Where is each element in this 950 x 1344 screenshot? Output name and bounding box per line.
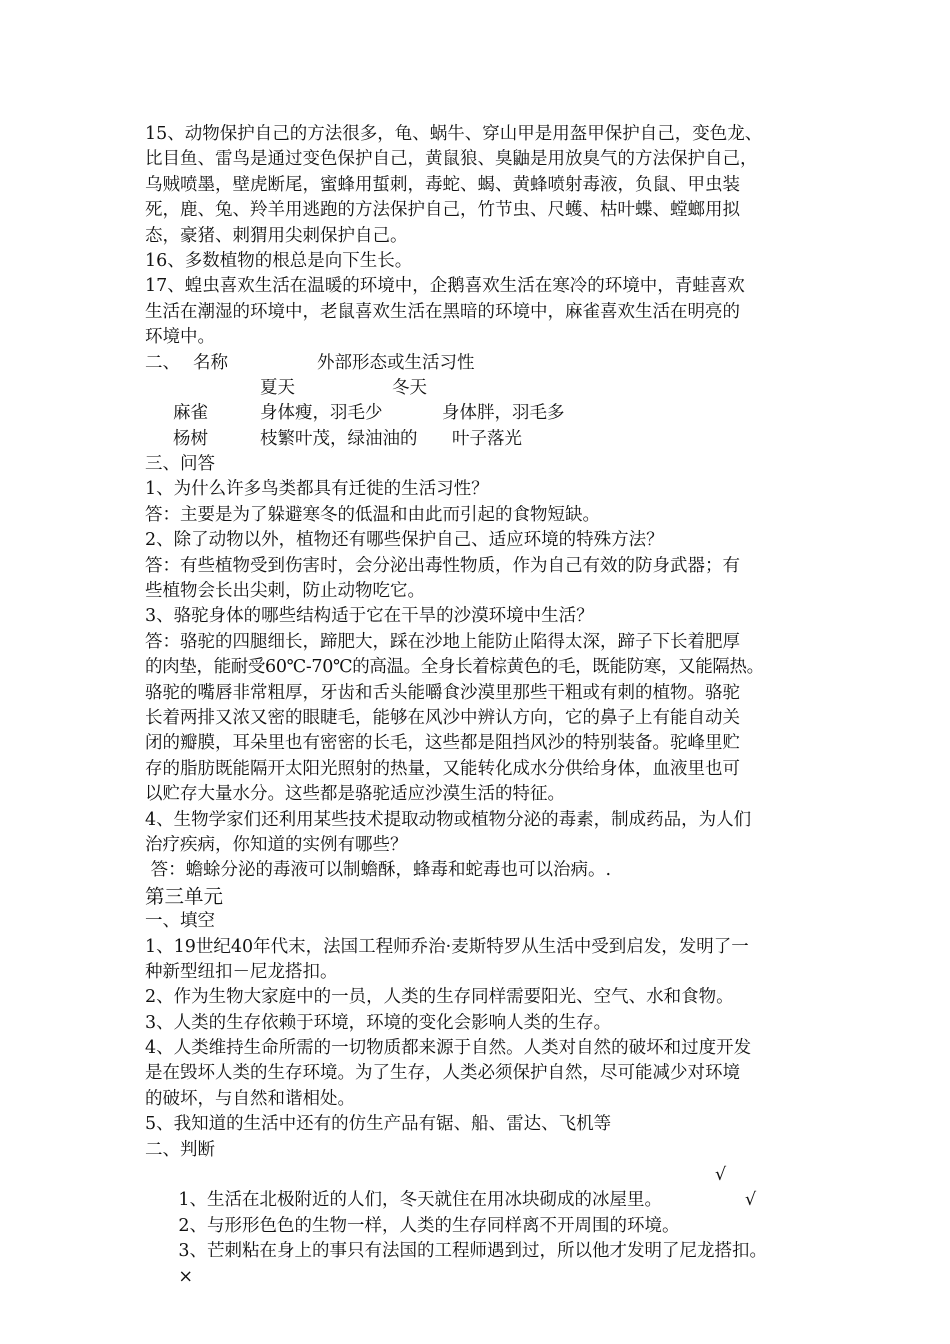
judge-text: 3、芒刺粘在身上的事只有法国的工程师遇到过，所以他才发明了尼龙搭扣。 xyxy=(178,1241,768,1262)
text-line: 生活在潮湿的环境中，老鼠喜欢生活在黑暗的环境中，麻雀喜欢生活在明亮的 xyxy=(145,301,740,322)
text-line: 是在毁坏人类的生存环境。为了生存，人类必须保护自然，尽可能减少对环境 xyxy=(145,1063,740,1084)
section-qa xyxy=(145,452,815,884)
judge-text: 1、生活在北极附近的人们，冬天就住在用冰块砌成的冰屋里。 xyxy=(178,1190,663,1211)
judge-mark: √ xyxy=(745,1190,757,1211)
text-line: 1、19世纪40年代末，法国工程师乔治·麦斯特罗从生活中受到启发，发明了一 xyxy=(145,936,749,957)
text-line: 2、作为生物大家庭中的一员，人类的生存同样需要阳光、空气、水和食物。 xyxy=(145,987,734,1008)
table-header-name: 名称 xyxy=(193,352,228,373)
text-line: 态，豪猪、刺猬用尖刺保护自己。 xyxy=(145,225,408,246)
table-cell-name: 杨树 xyxy=(173,428,208,449)
question-line: 治疗疾病，你知道的实例有哪些？ xyxy=(145,834,408,855)
section-heading: 一、填空 xyxy=(145,911,215,932)
answer-line: 答：蟾蜍分泌的毒液可以制蟾酥，蜂毒和蛇毒也可以治病。. xyxy=(145,860,612,881)
judge-item xyxy=(145,1163,815,1211)
text-line: 种新型纽扣－尼龙搭扣。 xyxy=(145,961,338,982)
answer-line: 答：骆驼的四腿细长，蹄肥大，踩在沙地上能防止陷得太深，蹄子下长着肥厚 xyxy=(145,631,740,652)
answer-line: 答：有些植物受到伤害时，会分泌出毒性物质，作为自己有效的防身武器；有 xyxy=(145,555,740,576)
table-cell-name: 麻雀 xyxy=(173,403,208,424)
text-line: 乌贼喷墨，壁虎断尾，蜜蜂用蜇刺，毒蛇、蝎、黄蜂喷射毒液，负鼠、甲虫装 xyxy=(145,174,740,195)
question-line: 2、除了动物以外，植物还有哪些保护自己、适应环境的特殊方法？ xyxy=(145,530,664,551)
text-line: 3、人类的生存依赖于环境，环境的变化会影响人类的生存。 xyxy=(145,1012,612,1033)
text-line: 4、人类维持生命所需的一切物质都来源于自然。人类对自然的破坏和过度开发 xyxy=(145,1038,752,1059)
answer-line: 闭的瓣膜，耳朵里也有密密的长毛，这些都是阻挡风沙的特别装备。驼峰里贮 xyxy=(145,733,740,754)
section-judge xyxy=(145,1163,815,1287)
text-line: 比目鱼、雷鸟是通过变色保护自己，黄鼠狼、臭鼬是用放臭气的方法保护自己， xyxy=(145,149,758,170)
table-row xyxy=(145,427,815,452)
table-cell-summer: 枝繁叶茂，绿油油的 xyxy=(260,428,418,449)
table-header-features: 外部形态或生活习性 xyxy=(317,352,475,373)
judge-item xyxy=(145,1188,815,1236)
judge-mark: × xyxy=(178,1266,194,1287)
question-line: 4、生物学家们还利用某些技术提取动物或植物分泌的毒素，制成药品，为人们 xyxy=(145,809,752,830)
answer-line: 存的脂肪既能隔开太阳光照射的热量，又能转化成水分供给身体，血液里也可 xyxy=(145,758,740,779)
judge-text: 2、与形形色色的生物一样，人类的生存同样离不开周围的环境。 xyxy=(178,1215,680,1236)
text-line: 环境中。 xyxy=(145,327,215,348)
season-table xyxy=(145,351,815,453)
text-line: 的破坏，与自然和谐相处。 xyxy=(145,1088,355,1109)
answer-line: 长着两排又浓又密的眼睫毛，能够在风沙中辨认方向，它的鼻子上有能自动关 xyxy=(145,707,740,728)
answer-line: 的肉垫，能耐受60℃-70℃的高温。全身长着棕黄色的毛，既能防寒，又能隔热。 xyxy=(145,657,764,678)
text-line: 15、动物保护自己的方法很多，龟、蜗牛、穿山甲是用盔甲保护自己，变色龙、 xyxy=(145,124,763,144)
section-fill-blank xyxy=(145,909,815,1163)
table-header-winter: 冬天 xyxy=(392,377,427,398)
table-header-summer: 夏天 xyxy=(260,377,295,398)
table-cell-winter: 身体胖，羽毛多 xyxy=(442,403,565,424)
section-heading: 三、问答 xyxy=(145,454,215,475)
section-animal-protection xyxy=(145,122,815,351)
text-line: 16、多数植物的根总是向下生长。 xyxy=(145,250,413,271)
table-cell-winter: 叶子落光 xyxy=(452,428,522,449)
answer-line: 骆驼的嘴唇非常粗厚，牙齿和舌头能嚼食沙漠里那些干粗或有刺的植物。骆驼 xyxy=(145,682,740,703)
table-header-row xyxy=(145,351,815,376)
answer-line: 些植物会长出尖刺，防止动物吃它。 xyxy=(145,581,425,602)
question-line: 1、为什么许多鸟类都具有迁徙的生活习性？ xyxy=(145,479,489,500)
table-row xyxy=(145,401,815,426)
answer-line: 答：主要是为了躲避寒冬的低温和由此而引起的食物短缺。 xyxy=(145,504,600,525)
text-line: 17、蝗虫喜欢生活在温暖的环境中，企鹅喜欢生活在寒冷的环境中，青蛙喜欢 xyxy=(145,276,745,297)
text-line: 死，鹿、兔、羚羊用逃跑的方法保护自己，竹节虫、尺蠖、枯叶蝶、螳螂用拟 xyxy=(145,200,740,221)
document-page xyxy=(145,122,815,1287)
unit-heading: 第三单元 xyxy=(145,884,224,908)
table-section-label: 二、 xyxy=(145,352,180,373)
judge-mark: √ xyxy=(715,1165,727,1186)
answer-line: 以贮存大量水分。这些都是骆驼适应沙漠生活的特征。 xyxy=(145,784,565,805)
judge-item xyxy=(145,1214,815,1287)
table-cell-summer: 身体瘦，羽毛少 xyxy=(260,403,383,424)
question-line: 3、骆驼身体的哪些结构适于它在干旱的沙漠环境中生活？ xyxy=(145,606,594,627)
section-heading: 二、判断 xyxy=(145,1139,215,1160)
text-line: 5、我知道的生活中还有的仿生产品有锯、船、雷达、飞机等 xyxy=(145,1114,612,1135)
table-subheader-row xyxy=(145,376,815,401)
